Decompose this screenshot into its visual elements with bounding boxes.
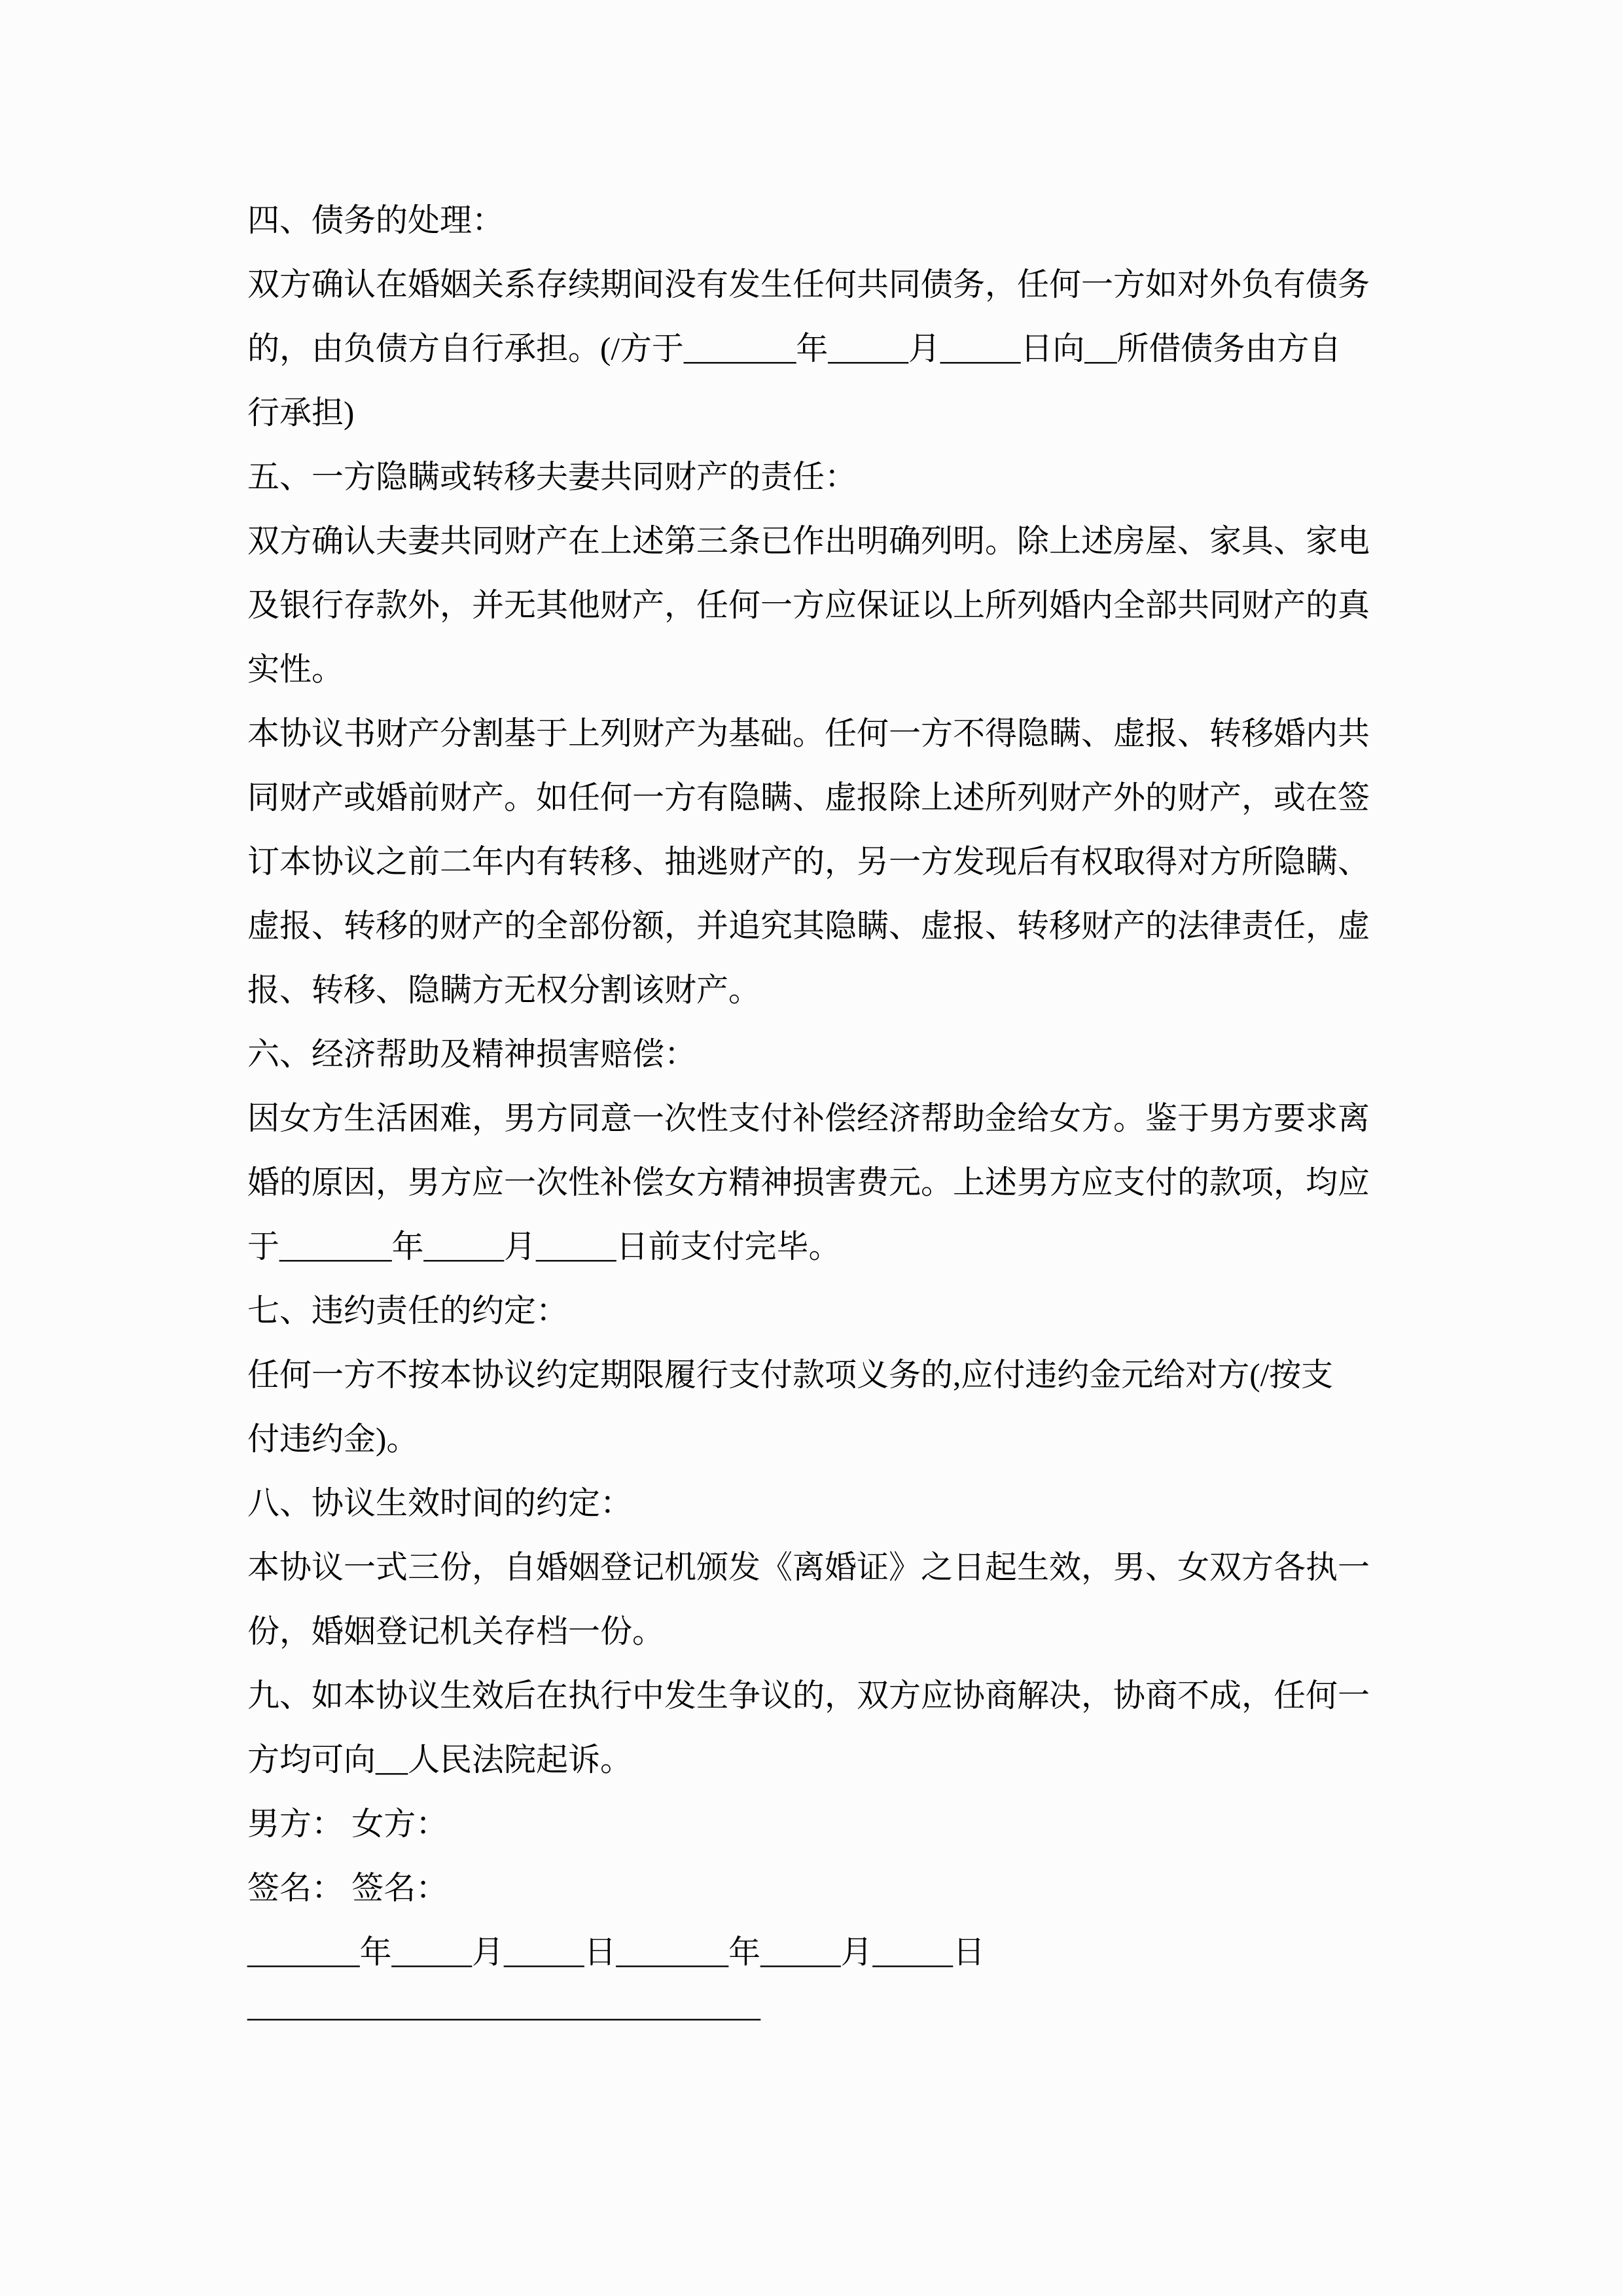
document-line: 四、债务的处理： (247, 202, 505, 238)
document-line: 虚报、转移的财产的全部份额，并追究其隐瞒、虚报、转移财产的法律责任，虚 (247, 908, 1370, 944)
document-line: 本协议书财产分割基于上列财产为基础。任何一方不得隐瞒、虚报、转移婚内共 (247, 715, 1370, 751)
document-line: 六、经济帮助及精神损害赔偿： (247, 1036, 697, 1072)
document-line: 份，婚姻登记机关存档一份。 (247, 1613, 665, 1649)
document-line: 双方确认在婚姻关系存续期间没有发生任何共同债务，任何一方如对外负有债务 (247, 266, 1370, 302)
document-line: 因女方生活困难，男方同意一次性支付补偿经济帮助金给女方。鉴于男方要求离 (247, 1100, 1370, 1136)
document-line: 八、协议生效时间的约定： (247, 1485, 633, 1521)
document-line: ———————————————— (247, 1998, 760, 2034)
document-line: 的，由负债方自行承担。(/方于_______年_____月_____日向__所借债务由方自 (247, 331, 1342, 367)
document-line: 七、违约责任的约定： (247, 1293, 569, 1329)
document-line: 同财产或婚前财产。如任何一方有隐瞒、虚报除上述所列财产外的财产，或在签 (247, 780, 1370, 816)
document-line: 方均可向__人民法院起诉。 (247, 1742, 633, 1778)
document-line: 五、一方隐瞒或转移夫妻共同财产的责任： (247, 459, 857, 495)
document-line: 报、转移、隐瞒方无权分割该财产。 (247, 972, 761, 1008)
document-line: 男方： 女方： (247, 1806, 448, 1842)
document-line: 双方确认夫妻共同财产在上述第三条已作出明确列明。除上述房屋、家具、家电 (247, 523, 1370, 559)
document-line: 行承担) (247, 395, 355, 431)
document-line: 本协议一式三份，自婚姻登记机颁发《离婚证》之日起生效，男、女双方各执一 (247, 1549, 1370, 1585)
document-line: 任何一方不按本协议约定期限履行支付款项义务的,应付违约金元给对方(/按支 (247, 1357, 1334, 1393)
document-line: 于_______年_____月_____日前支付完毕。 (247, 1229, 841, 1265)
document-line: 签名： 签名： (247, 1870, 448, 1906)
document-line: 实性。 (247, 651, 344, 687)
document-line: 付违约金)。 (247, 1421, 419, 1457)
document-body (247, 188, 1445, 2049)
document-line: 及银行存款外，并无其他财产，任何一方应保证以上所列婚内全部共同财产的真 (247, 587, 1370, 623)
document-line: 九、如本协议生效后在执行中发生争议的，双方应协商解决，协商不成，任何一 (247, 1677, 1370, 1713)
document-line: 订本协议之前二年内有转移、抽逃财产的，另一方发现后有权取得对方所隐瞒、 (247, 844, 1370, 880)
document-line: 婚的原因，男方应一次性补偿女方精神损害费元。上述男方应支付的款项，均应 (247, 1164, 1370, 1200)
document-line: _______年_____月_____日_______年_____月_____日 (247, 1934, 985, 1970)
